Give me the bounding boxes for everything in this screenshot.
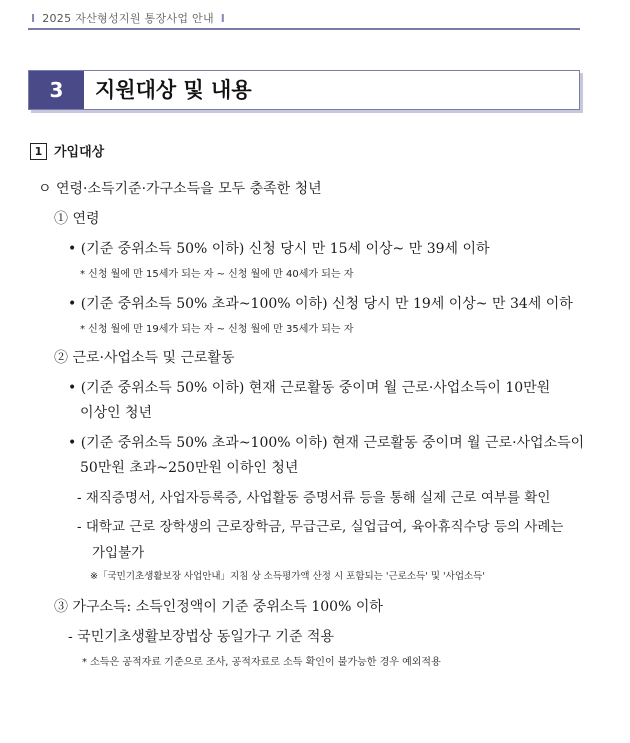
age-item-2: • (기준 중위소득 50% 초과~100% 이하) 신청 당시 만 19세 이상~ 만 34세 이하 [68,296,573,312]
income-check-note: * 소득은 공적자료 기준으로 조사, 공적자료로 소득 확인이 불가능한 경우 예외적용 [82,657,441,668]
age-heading: ① 연령 [54,211,100,227]
household-criteria: - 국민기초생활보장법상 동일가구 기준 적용 [68,629,334,645]
age-note-2: * 신청 월에 만 19세가 되는 자 ~ 신청 월에 만 35세가 되는 자 [80,324,354,335]
income-heading: ② 근로·사업소득 및 근로활동 [54,350,235,366]
header-year: 2025 [42,12,72,25]
exclusion-note: - 대학교 근로 장학생의 근로장학금, 무급근로, 실업급여, 육아휴직수당 등의 사례는 [77,519,564,535]
chapter-title-box [28,70,580,110]
chapter-title: 지원대상 및 내용 [95,78,252,102]
eligibility-summary: ㅇ 연령·소득기준·가구소득을 모두 충족한 청년 [38,181,322,197]
section-number: 1 [30,143,47,160]
header-divider: I [220,12,226,25]
age-item-1: • (기준 중위소득 50% 이하) 신청 당시 만 15세 이상~ 만 39세 이하 [68,241,490,257]
income-item-1-cont: 이상인 청년 [80,405,153,421]
running-header [28,10,580,30]
age-note-1: * 신청 월에 만 15세가 되는 자 ~ 신청 월에 만 40세가 되는 자 [80,269,354,280]
header-divider: I [31,12,36,25]
income-item-2: • (기준 중위소득 50% 초과~100% 이하) 현재 근로활동 중이며 월 근로·사업소득이 [68,435,585,451]
reference-note: ※「국민기초생활보장 사업안내」지침 상 소득평가액 산정 시 포함되는 '근로소득' 및 '사업소득' [90,571,485,582]
household-income-heading: ③ 가구소득: 소득인정액이 기준 중위소득 100% 이하 [54,599,383,615]
section-title: 가입대상 [54,145,105,160]
chapter-number: 3 [29,71,84,109]
header-title: 자산형성지원 통장사업 안내 [75,12,214,25]
exclusion-note-cont: 가입불가 [92,545,145,561]
verification-note: - 재직증명서, 사업자등록증, 사업활동 증명서류 등을 통해 실제 근로 여부를 확인 [77,490,551,506]
income-item-1: • (기준 중위소득 50% 이하) 현재 근로활동 중이며 월 근로·사업소득이 10만원 [68,380,551,396]
income-item-2-cont: 50만원 초과~250만원 이하인 청년 [80,460,299,476]
